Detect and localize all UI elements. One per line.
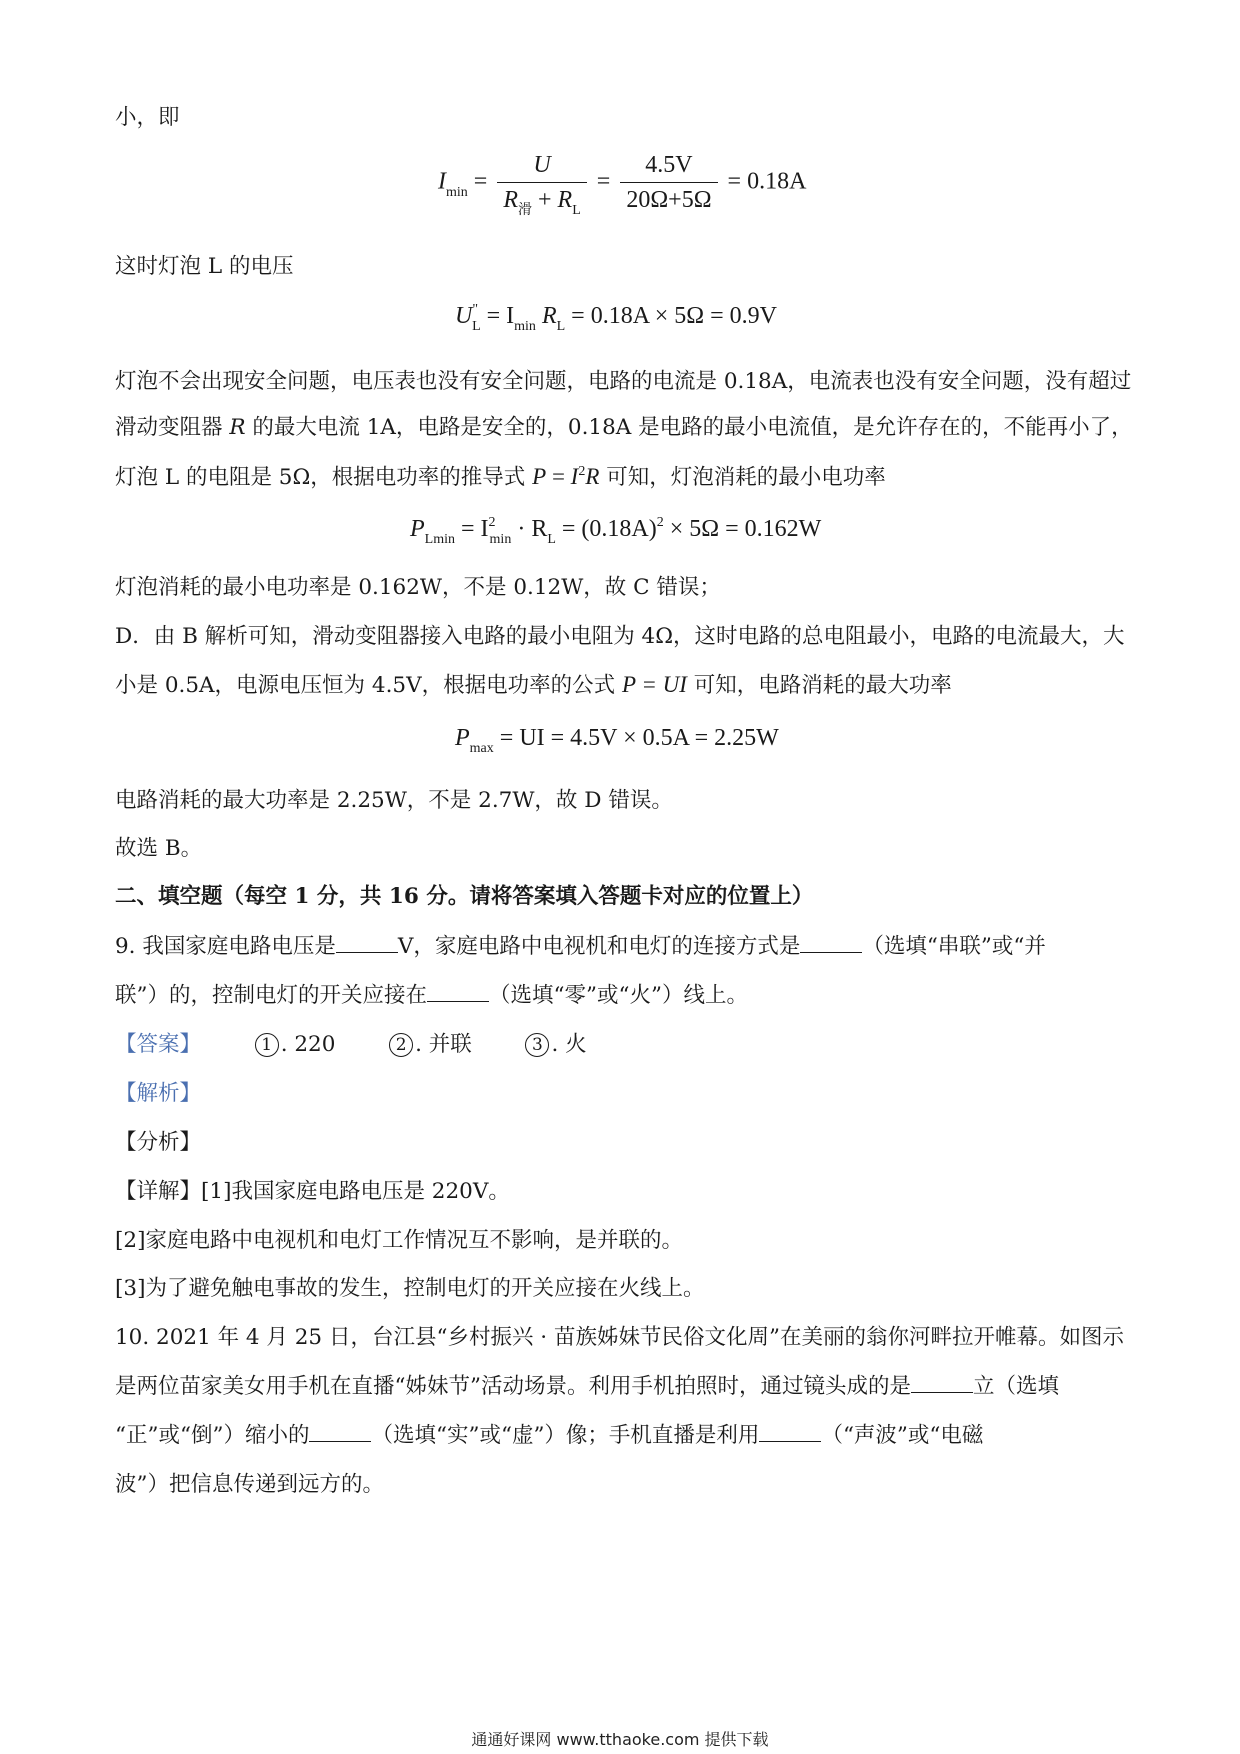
- detail-line-3: [3]为了避免触电事故的发生，控制电灯的开关应接在火线上。: [115, 1276, 705, 1301]
- formula-part: · R: [517, 516, 548, 542]
- answer-blank: [427, 981, 489, 1002]
- text-segment: 9. 我国家庭电路电压是: [115, 934, 336, 959]
- formula-symbol: I: [438, 168, 446, 195]
- formula-subscript: min: [514, 319, 536, 334]
- question-10-line-1: 10. 2021 年 4 月 25 日，台江县“乡村振兴 · 苗族姊妹节民俗文化周”在美丽的翁你河畔拉开帷幕。如图示: [115, 1325, 1124, 1350]
- answer-item: 2 . 并联: [389, 1032, 472, 1057]
- circled-number: 3: [525, 1033, 549, 1057]
- text-line: D．由 B 解析可知，滑动变阻器接入电路的最小电阻为 4Ω，这时电路的总电阻最小，电路的电流最大，大: [115, 624, 1125, 649]
- circled-number: 2: [389, 1033, 413, 1057]
- section-heading: 二、填空题（每空 1 分，共 16 分。请将答案填入答题卡对应的位置上）: [115, 884, 814, 909]
- text-segment: V，家庭电路中电视机和电灯的连接方式是: [397, 934, 801, 959]
- denominator: 20Ω+5Ω: [626, 187, 712, 213]
- detail-line-1: 【详解】[1]我国家庭电路电压是 220V。: [115, 1179, 510, 1204]
- formula-superscript: 2: [656, 515, 664, 530]
- question-9-line-2: [115, 981, 748, 1011]
- numerator: 4.5V: [620, 152, 717, 183]
- question-10-line-3: [115, 1421, 983, 1451]
- text-segment: 的最大电流 1A，电路是安全的，0.18A 是电路的最小电流值，是允许存在的，不能再小了，: [245, 415, 1133, 440]
- formula-subscript: L: [556, 319, 566, 334]
- circled-number: 1: [255, 1033, 279, 1057]
- formula-subscript: min: [446, 184, 468, 200]
- fraction-numeric: [620, 152, 717, 214]
- page-footer: 通通好课网 www.tthaoke.com 提供下载: [471, 1730, 769, 1749]
- answer-blank: [800, 932, 862, 953]
- text-segment: 是两位苗家美女用手机在直播“姊妹节”活动场景。利用手机拍照时，通过镜头成的是: [115, 1374, 911, 1399]
- text-line: 灯泡不会出现安全问题，电压表也没有安全问题，电路的电流是 0.18A，电流表也没有安全问题，没有超过: [115, 369, 1132, 394]
- answer-blank: [759, 1421, 821, 1442]
- formula-lamp-voltage: [455, 302, 777, 334]
- formula-part: = I: [486, 303, 515, 329]
- formula-superscript: ": [472, 302, 479, 317]
- answer-item: 3 . 火: [525, 1032, 586, 1057]
- text-segment: 立（选填: [973, 1374, 1060, 1399]
- formula-result: = 0.18A × 5Ω = 0.9V: [571, 303, 777, 329]
- text-segment: 滑动变阻器: [115, 415, 230, 440]
- formula-symbol: P: [410, 516, 425, 542]
- text-segment: 可知，灯泡消耗的最小电功率: [599, 465, 886, 490]
- symbol-r: R: [229, 415, 246, 440]
- text-segment: （选填“零”或“火”）线上。: [489, 983, 748, 1008]
- formula-part: = I: [461, 516, 489, 542]
- formula-max-power: [455, 725, 779, 756]
- formula-subscript: max: [469, 741, 494, 756]
- text-line: 小，即: [115, 105, 180, 130]
- question-9-line-1: [115, 932, 1046, 962]
- answer-blank: [911, 1372, 973, 1393]
- question-10-line-2: [115, 1372, 1059, 1402]
- inline-formula-power: $P = I^2R$: [532, 464, 600, 489]
- denominator-subscript: 滑: [518, 203, 532, 218]
- inline-formula-pui: P = UI: [621, 672, 687, 697]
- text-segment: （选填“串联”或“并: [862, 934, 1046, 959]
- fenxi-label: 【分析】: [115, 1130, 202, 1155]
- text-line: 这时灯泡 L 的电压: [115, 254, 294, 279]
- formula-result: × 5Ω = 0.162W: [669, 516, 822, 542]
- numerator: U: [533, 152, 551, 178]
- denominator-subscript: L: [572, 203, 581, 218]
- denominator-symbol: R: [557, 187, 573, 213]
- text-segment: （“声波”或“电磁: [821, 1423, 984, 1448]
- text-line: 故选 B。: [115, 836, 203, 861]
- answer-line: [115, 1030, 587, 1060]
- denominator-symbol: R: [503, 187, 518, 213]
- question-10-line-4: 波”）把信息传递到远方的。: [115, 1472, 384, 1497]
- answer-blank: [336, 932, 398, 953]
- formula-subscript: L: [547, 532, 556, 547]
- text-segment: 可知，电路消耗的最大功率: [686, 673, 952, 698]
- formula-min-power: [410, 515, 822, 547]
- formula-result: = UI = 4.5V × 0.5A = 2.25W: [499, 725, 779, 751]
- answer-blank: [309, 1421, 371, 1442]
- formula-result: = 0.18A: [727, 168, 807, 195]
- fraction-symbolic: [497, 152, 586, 218]
- formula-subscript: L: [472, 319, 481, 334]
- formula-subscript: min: [489, 532, 512, 547]
- text-line: [115, 670, 952, 701]
- text-segment: “正”或“倒”）缩小的: [115, 1423, 310, 1448]
- text-segment: （选填“实”或“虚”）像；手机直播是利用: [371, 1423, 760, 1448]
- formula-symbol: R: [541, 303, 557, 329]
- formula-superscript: 2: [488, 515, 496, 530]
- text-line: 灯泡消耗的最小电功率是 0.162W，不是 0.12W，故 C 错误；: [115, 575, 721, 600]
- analysis-label: 【解析】: [115, 1081, 202, 1106]
- answer-label: 【答案】: [115, 1032, 202, 1057]
- text-segment: 灯泡 L 的电阻是 5Ω，根据电功率的推导式: [115, 465, 533, 490]
- formula-symbol: P: [455, 725, 470, 751]
- answer-item: 1 . 220: [255, 1032, 336, 1057]
- text-segment: 联”）的，控制电灯的开关应接在: [115, 983, 427, 1008]
- text-line: [115, 413, 1133, 443]
- text-segment: 小是 0.5A，电源电压恒为 4.5V，根据电功率的公式: [115, 673, 622, 698]
- formula-current-min: $I_{min}$ = $\frac{U}{R_滑 + R_L}$ = $\frac{4.5V}{20\Omega+5\Omega}$ = 0.18A: [438, 152, 807, 218]
- formula-symbol: U: [455, 303, 473, 329]
- plus-sign: +: [538, 187, 552, 213]
- detail-line-2: [2]家庭电路中电视机和电灯工作情况互不影响，是并联的。: [115, 1228, 683, 1253]
- text-line: 电路消耗的最大功率是 2.25W，不是 2.7W，故 D 错误。: [115, 788, 673, 813]
- formula-subscript: Lmin: [424, 532, 456, 547]
- formula-part: = (0.18A): [561, 516, 657, 542]
- text-line: [115, 462, 886, 496]
